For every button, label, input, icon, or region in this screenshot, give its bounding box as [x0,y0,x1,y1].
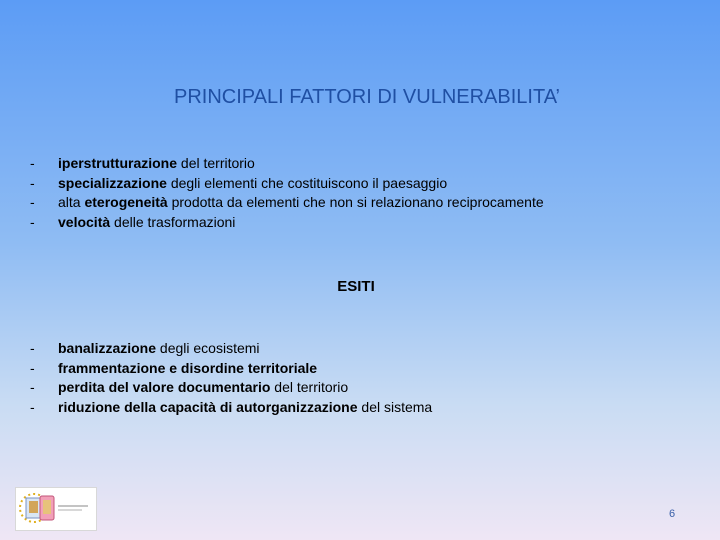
outcome-term: frammentazione e disordine territoriale [58,359,318,376]
slide-title: PRINCIPALI FATTORI DI VULNERABILITA’ [173,86,560,108]
factor-item [30,174,544,194]
logo-image [15,487,97,531]
outcome-term: perdita del valore documentario [58,379,271,395]
outcome-item [30,359,432,379]
bullet-dash: - [30,213,35,230]
outcome-desc: del territorio [270,379,349,395]
bullet-dash: - [30,340,35,356]
factor-desc: del territorio [177,155,255,171]
factor-term: velocità [58,213,111,230]
bullet-dash: - [30,155,35,171]
bullet-dash: - [30,194,35,210]
factor-item [30,154,544,174]
outcome-desc: del sistema [357,398,433,415]
outcome-item [30,378,432,398]
page-number: 6 [669,508,676,520]
factor-desc: prodotta da elementi che non si relazionano reciprocamente [167,194,544,210]
factor-item [30,213,544,233]
bullet-dash: - [30,359,35,376]
vulnerability-factors-list [30,154,544,232]
outcome-item [30,398,432,418]
bullet-dash: - [30,379,35,395]
outcome-term: banalizzazione [58,340,157,356]
bullet-dash: - [30,398,35,415]
outcomes-list [30,339,432,417]
logo-graphic [16,488,96,530]
outcome-desc: degli ecosistemi [156,340,260,356]
factor-term: iperstrutturazione [58,155,178,171]
outcome-term: riduzione della capacità di autorganizzazione [58,398,358,415]
factor-desc: degli elementi che costituiscono il paesaggio [166,174,448,191]
factor-item [30,193,544,213]
factor-prefix: alta [58,194,85,210]
bullet-dash: - [30,174,35,191]
factor-term: eterogeneità [84,194,168,210]
outcome-item [30,339,432,359]
factor-term: specializzazione [58,174,167,191]
esiti-heading: ESITI [337,278,375,295]
factor-desc: delle trasformazioni [110,213,236,230]
